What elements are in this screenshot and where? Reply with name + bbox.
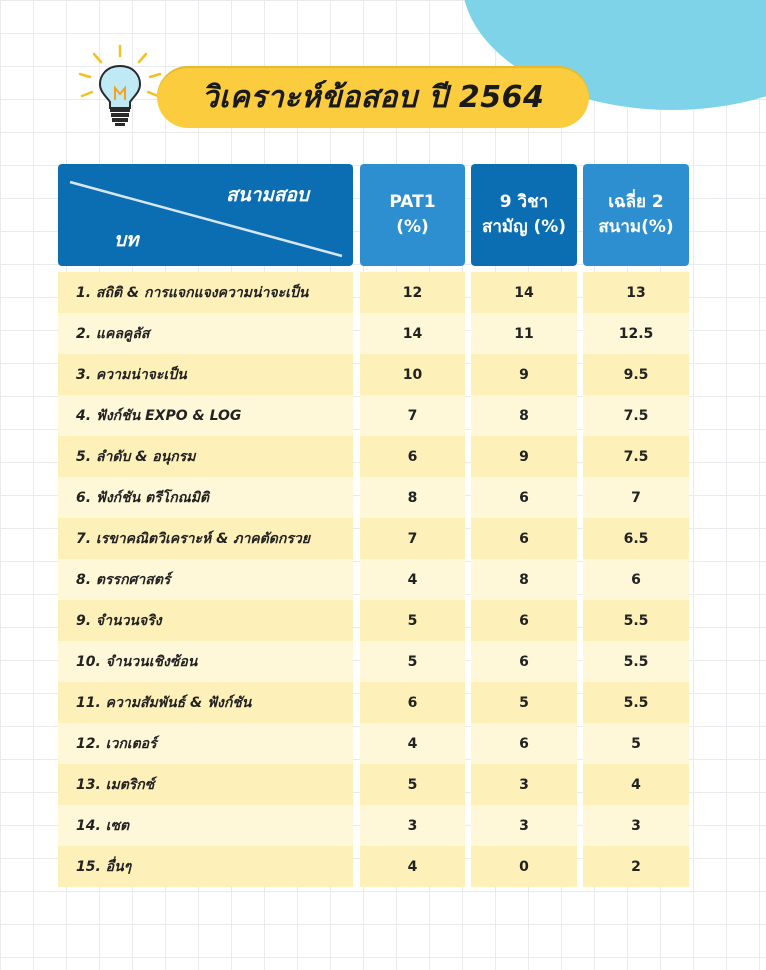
table-row [58,682,689,723]
pat1-value: 4 [360,559,465,600]
pat1-value: 5 [360,600,465,641]
pat1-value: 10 [360,354,465,395]
pat1-value: 12 [360,272,465,313]
average-value: 5.5 [583,682,689,723]
chapter-name: 6. ฟังก์ชัน ตรีโกณมิติ [58,477,353,518]
header-pat1-line2: (%) [396,217,429,237]
nine-subjects-value: 9 [471,354,577,395]
average-value: 6 [583,559,689,600]
average-value: 13 [583,272,689,313]
table-row [58,272,689,313]
chapter-name: 5. ลำดับ & อนุกรม [58,436,353,477]
table-row [58,477,689,518]
chapter-name: 11. ความสัมพันธ์ & ฟังก์ชัน [58,682,353,723]
header-average [583,164,689,266]
data-table [58,272,689,887]
pat1-value: 14 [360,313,465,354]
average-value: 7 [583,477,689,518]
table-row [58,641,689,682]
average-value: 5 [583,723,689,764]
table-row [58,764,689,805]
chapter-name: 9. จำนวนจริง [58,600,353,641]
chapter-name: 2. แคลคูลัส [58,313,353,354]
title-banner [157,66,589,128]
nine-subjects-value: 6 [471,641,577,682]
table-row [58,559,689,600]
nine-subjects-value: 6 [471,600,577,641]
pat1-value: 7 [360,395,465,436]
chapter-name: 7. เรขาคณิตวิเคราะห์ & ภาคตัดกรวย [58,518,353,559]
pat1-value: 6 [360,682,465,723]
pat1-value: 8 [360,477,465,518]
nine-subjects-value: 6 [471,723,577,764]
table-row [58,395,689,436]
nine-subjects-value: 6 [471,477,577,518]
pat1-value: 4 [360,723,465,764]
nine-subjects-value: 9 [471,436,577,477]
chapter-name: 8. ตรรกศาสตร์ [58,559,353,600]
table-row [58,846,689,887]
nine-subjects-value: 3 [471,805,577,846]
table-row [58,723,689,764]
average-value: 12.5 [583,313,689,354]
header-9-subjects [471,164,577,266]
diagonal-divider [58,164,353,266]
page-title: วิเคราะห์ข้อสอบ ปี 2564 [201,79,545,115]
average-value: 5.5 [583,641,689,682]
average-value: 3 [583,805,689,846]
nine-subjects-value: 11 [471,313,577,354]
nine-subjects-value: 8 [471,559,577,600]
table-row [58,354,689,395]
nine-subjects-value: 8 [471,395,577,436]
chapter-name: 15. อื่นๆ [58,846,353,887]
header-9-line2: สามัญ (%) [481,217,567,237]
pat1-value: 7 [360,518,465,559]
table-row [58,805,689,846]
nine-subjects-value: 14 [471,272,577,313]
chapter-name: 3. ความน่าจะเป็น [58,354,353,395]
lightbulb-icon [70,40,170,130]
header-pat1 [360,164,465,266]
table-row [58,600,689,641]
pat1-value: 6 [360,436,465,477]
header-exam-label: สนามสอบ [226,184,309,206]
average-value: 7.5 [583,436,689,477]
average-value: 6.5 [583,518,689,559]
header-pat1-line1: PAT1 [389,192,436,213]
table-row [58,518,689,559]
chapter-name: 12. เวกเตอร์ [58,723,353,764]
nine-subjects-value: 6 [471,518,577,559]
pat1-value: 5 [360,641,465,682]
chapter-name: 10. จำนวนเชิงซ้อน [58,641,353,682]
pat1-value: 3 [360,805,465,846]
pat1-value: 4 [360,846,465,887]
header-corner-cell [58,164,353,266]
average-value: 7.5 [583,395,689,436]
table-row [58,436,689,477]
average-value: 4 [583,764,689,805]
header-avg-line1: เฉลี่ย 2 [608,192,664,213]
pat1-value: 5 [360,764,465,805]
header-9-line1: 9 วิชา [499,192,549,213]
chapter-name: 4. ฟังก์ชัน EXPO & LOG [58,395,353,436]
average-value: 2 [583,846,689,887]
table-row [58,313,689,354]
chapter-name: 13. เมตริกซ์ [58,764,353,805]
nine-subjects-value: 3 [471,764,577,805]
header-chapter-label: บท [114,229,139,251]
chapter-name: 1. สถิติ & การแจกแจงความน่าจะเป็น [58,272,353,313]
header-avg-line2: สนาม(%) [598,217,674,237]
nine-subjects-value: 5 [471,682,577,723]
average-value: 5.5 [583,600,689,641]
nine-subjects-value: 0 [471,846,577,887]
chapter-name: 14. เซต [58,805,353,846]
average-value: 9.5 [583,354,689,395]
